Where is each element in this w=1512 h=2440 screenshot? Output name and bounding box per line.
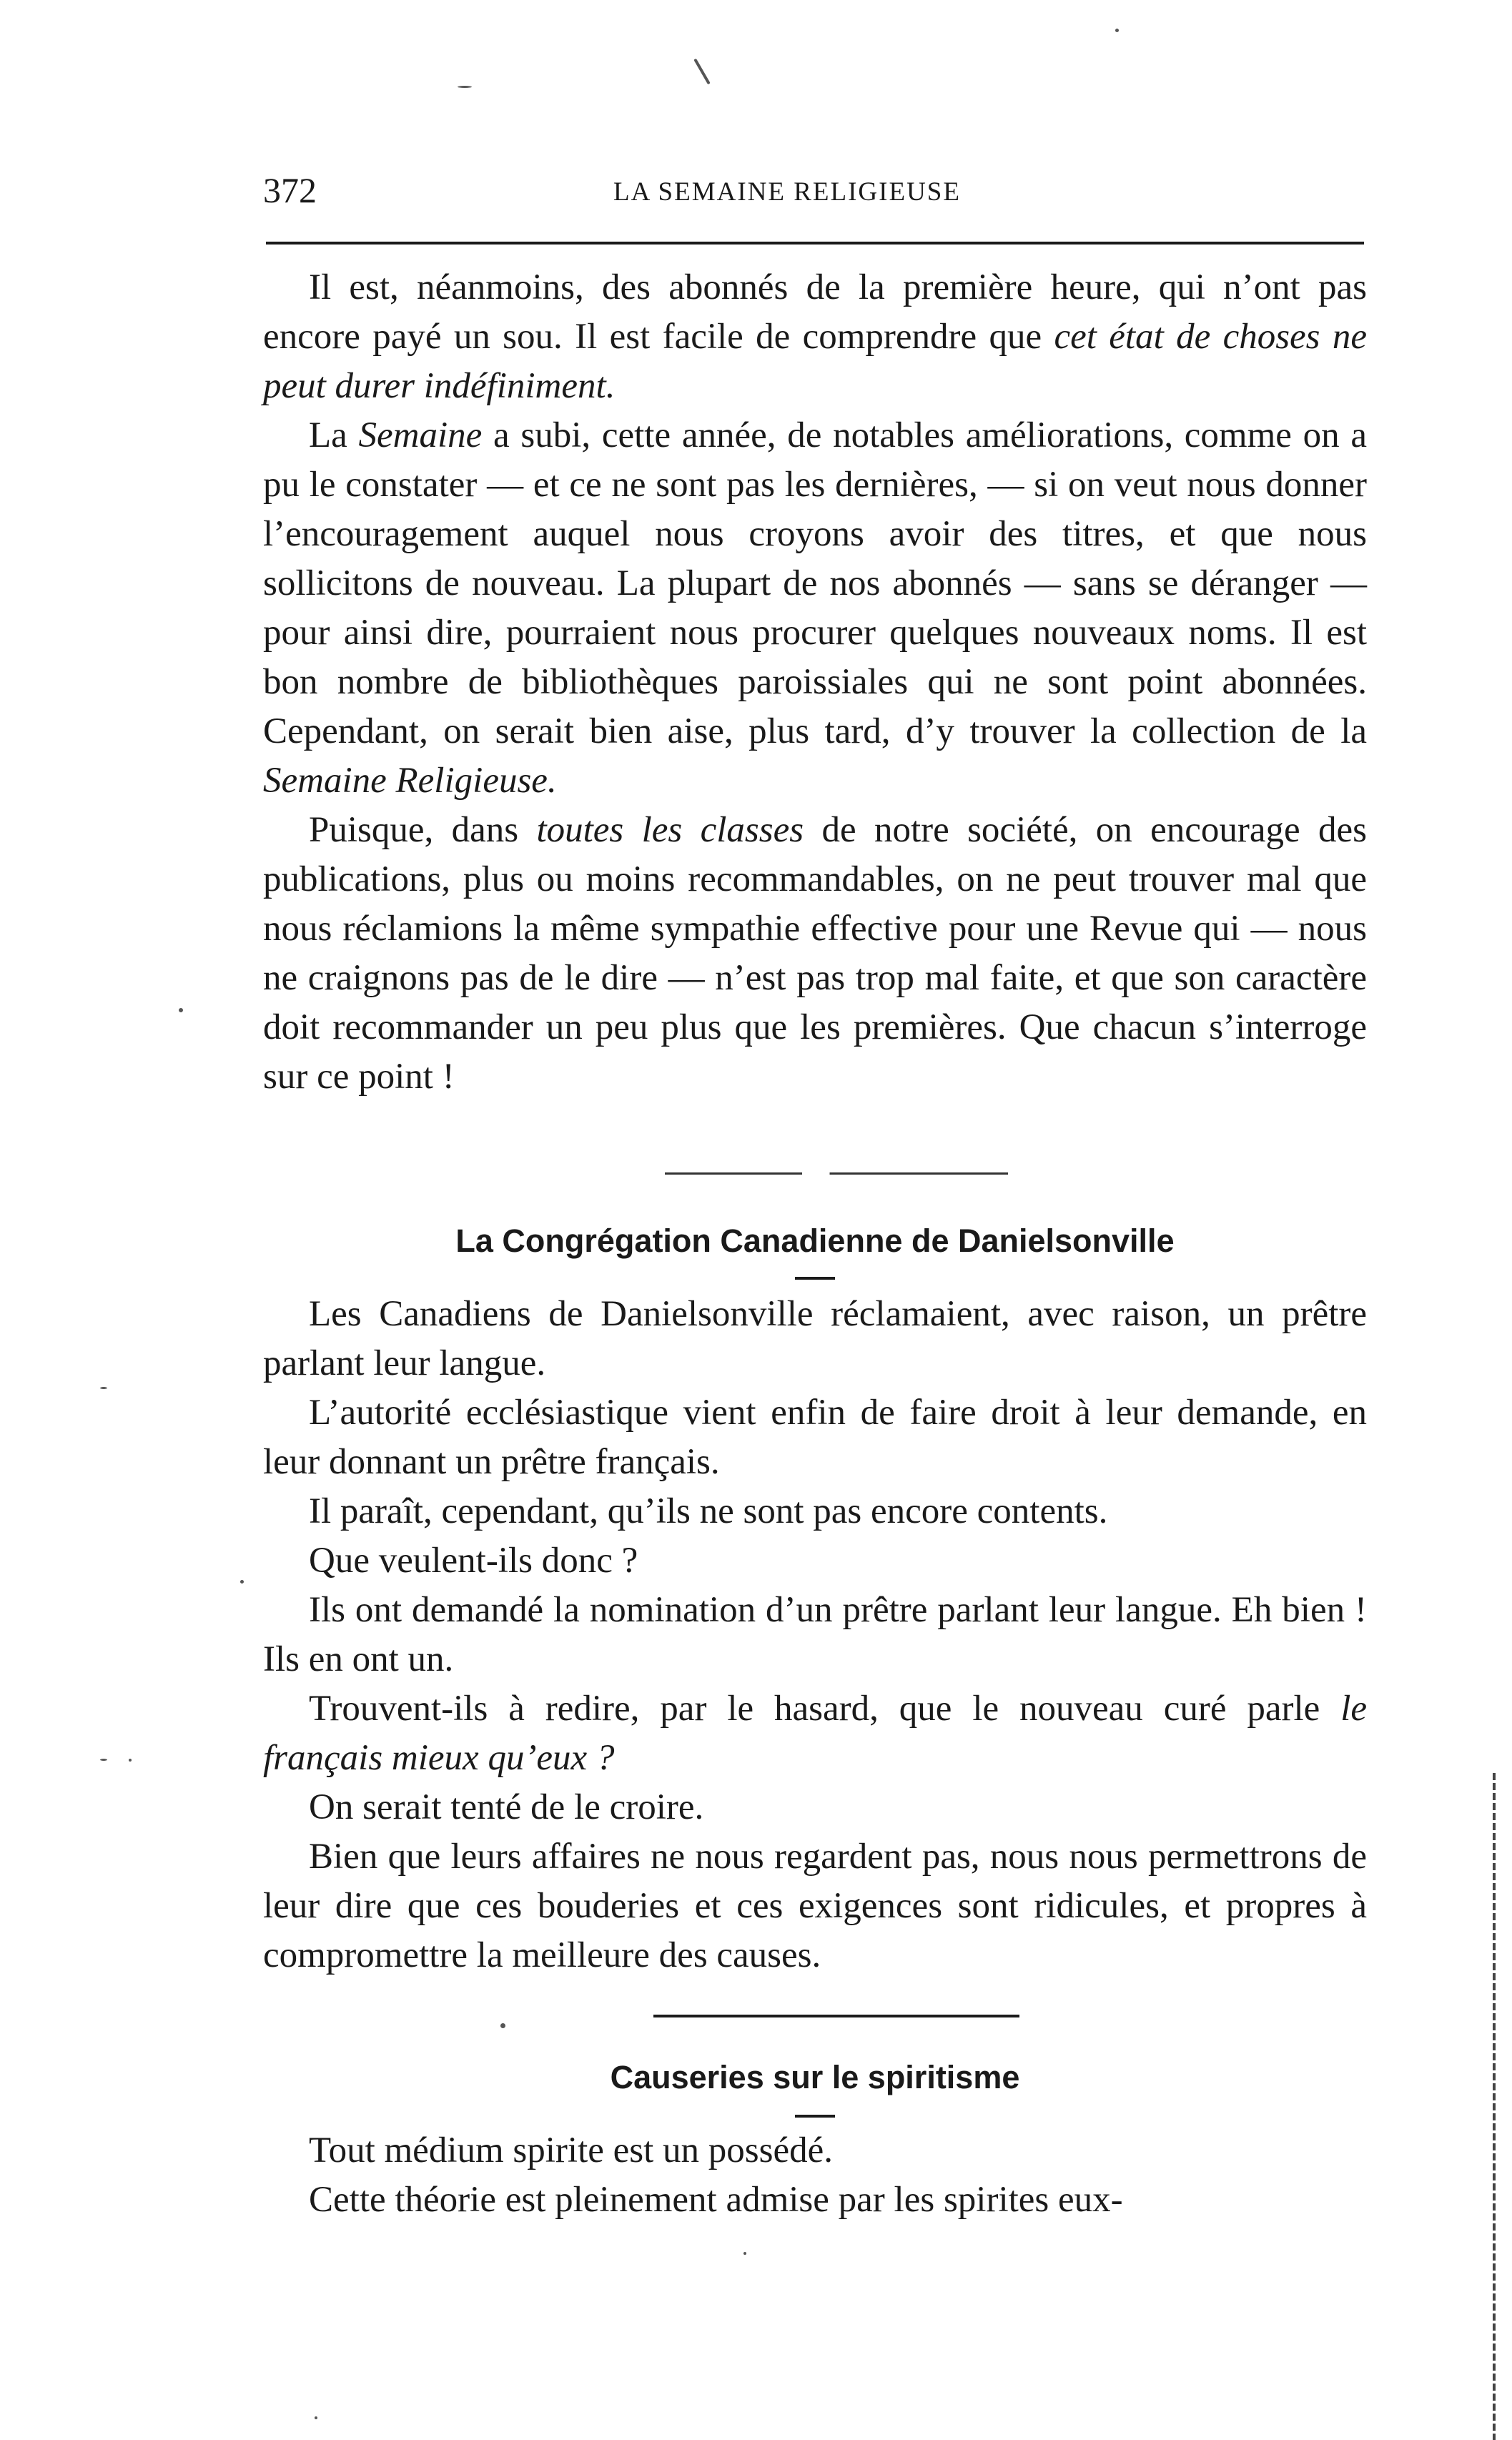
intro-p3-lead: Puisque, dans xyxy=(309,810,537,850)
section-title-spiritisme: Causeries sur le spiritisme xyxy=(610,2059,1020,2095)
danielsonville-paragraph-1: Les Canadiens de Danielsonville réclamaient, avec raison, un prêtre parlant leur langue. xyxy=(263,1294,1367,1383)
intro-p1-italic: cet état de choses ne peut durer indéfiniment. xyxy=(263,317,1368,406)
danielsonville-paragraph-5: Ils ont demandé la nomination d’un prêtre parlant leur langue. Eh bien ! Ils en ont un. xyxy=(263,1590,1367,1679)
section-separator-rule xyxy=(653,2015,1019,2017)
section-title-danielsonville: La Congrégation Canadienne de Danielsonville xyxy=(455,1223,1175,1259)
scan-speck xyxy=(315,2416,317,2419)
scan-speck xyxy=(458,86,472,88)
danielsonville-paragraph-8: Bien que leurs affaires ne nous regardent pas, nous nous permettrons de leur dire que ces bouderies et ces exigences sont ridicules, et propres à compromettre la meilleure des causes. xyxy=(263,1837,1367,1975)
spiritisme-paragraph-2: Cette théorie est pleinement admise par les spirites eux- xyxy=(309,2180,1123,2220)
scan-speck xyxy=(1115,29,1119,32)
header-rule xyxy=(266,242,1364,245)
title-underline xyxy=(795,1277,835,1280)
title-underline xyxy=(795,2115,835,2118)
intro-p2-italic-semaine: Semaine xyxy=(358,415,483,455)
intro-paragraph-3 xyxy=(263,806,1367,1102)
page-number: 372 xyxy=(263,170,317,210)
intro-p2-italic-title: Semaine Religieuse. xyxy=(263,761,557,801)
intro-p2-body: a subi, cette année, de notables améliorations, comme on a pu le constater — et ce ne sont pas les dernières, — si on veut nous donner l’encouragement auquel nous croyons avoir des titres, et que nous sollicitons de nouveau. La plupart de nos abonnés — sans se déranger — pour ainsi dire, pourraient nous procurer quelques nouveaux noms. Il est bon nombre de bibliothèques paroissiales qui ne sont point abonnées. Cependant, on serait bien aise, plus tard, d’y trouver la collection de la xyxy=(263,415,1367,751)
scan-speck xyxy=(743,2252,746,2255)
danielsonville-paragraph-3: Il paraît, cependant, qu’ils ne sont pas encore contents. xyxy=(309,1491,1108,1531)
scan-speck xyxy=(179,1008,183,1012)
scan-speck xyxy=(129,1759,132,1762)
spiritisme-paragraph-1: Tout médium spirite est un possédé. xyxy=(309,2130,834,2170)
danielsonville-p6-text: Trouvent-ils à redire, par le hasard, que le nouveau curé parle xyxy=(309,1689,1341,1729)
section-separator-dashed xyxy=(665,1172,1008,1175)
page-edge-mark xyxy=(1493,1773,1496,2440)
spiritisme-text xyxy=(263,2126,1367,2225)
intro-text xyxy=(263,263,1367,1102)
scan-speck xyxy=(693,59,710,85)
danielsonville-p6-italic: le français mieux qu’eux ? xyxy=(263,1689,1367,1778)
danielsonville-paragraph-7: On serait tenté de le croire. xyxy=(309,1787,704,1827)
danielsonville-text xyxy=(263,1290,1367,1980)
scan-speck xyxy=(500,2023,505,2028)
danielsonville-paragraph-2: L’autorité ecclésiastique vient enfin de faire droit à leur demande, en leur donnant un prêtre français. xyxy=(263,1393,1367,1482)
danielsonville-paragraph-4: Que veulent-ils donc ? xyxy=(309,1541,638,1581)
intro-paragraph-2 xyxy=(263,411,1367,806)
intro-p3-body: de notre société, on encourage des publications, plus ou moins recommandables, on ne peut trouver mal que nous réclamions la même sympathie effective pour une Revue qui — nous ne craignons pas de le dire — n’est pas trop mal faite, et que son caractère doit recommander un peu plus que les premières. Que chacun s’interroge sur ce point ! xyxy=(263,810,1367,1097)
danielsonville-paragraph-6 xyxy=(263,1684,1367,1783)
scan-speck xyxy=(240,1580,244,1584)
intro-paragraph-1 xyxy=(263,263,1367,411)
intro-p3-italic: toutes les classes xyxy=(536,810,804,850)
running-title: LA SEMAINE RELIGIEUSE xyxy=(613,177,961,207)
intro-p2-lead: La xyxy=(309,415,359,455)
intro-p1-text: Il est, néanmoins, des abonnés de la première heure, qui n’ont pas encore payé un sou. Il est facile de comprendre que xyxy=(263,267,1367,357)
scan-speck xyxy=(100,1759,107,1761)
running-head xyxy=(263,169,1364,212)
scan-speck xyxy=(100,1387,107,1389)
